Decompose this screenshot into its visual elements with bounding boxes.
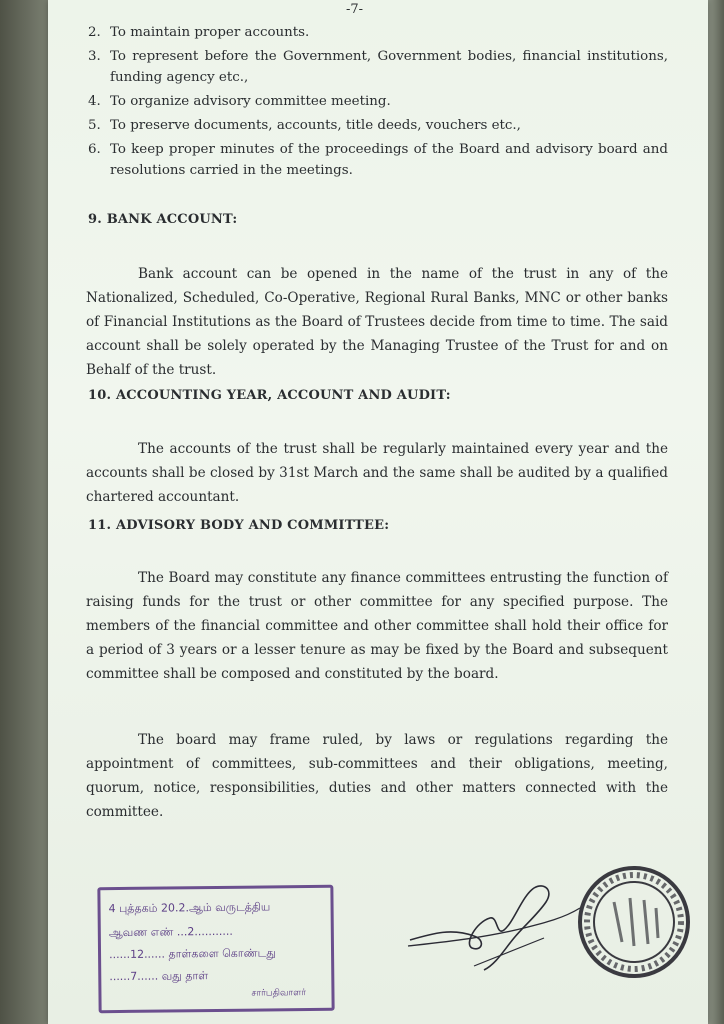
registration-stamp	[97, 885, 334, 1013]
duties-list	[88, 22, 668, 184]
list-text: To organize advisory committee meeting.	[110, 94, 391, 109]
bank-account-paragraph: Bank account can be opened in the name of the trust in any of the Nationalized, Scheduled, Co-Operative, Regional Rural Banks, MNC or other banks of Financial Institutions as the Board of Trustees decide from time to time. The said account shall be solely operated by the Managing Trustee of the Trust for and on Behalf of the trust.	[86, 266, 668, 378]
stamp-line-5: சார்பதிவாளர்	[251, 988, 307, 999]
list-number: 4.	[88, 94, 101, 109]
accounting-heading: 10. ACCOUNTING YEAR, ACCOUNT AND AUDIT:	[88, 388, 451, 403]
list-item	[88, 46, 668, 88]
official-seal	[574, 862, 694, 982]
signature-mark	[404, 878, 584, 978]
list-number: 2.	[88, 25, 101, 40]
list-item	[88, 115, 668, 136]
stamp-line-4: ......7...... வது தாள்	[109, 969, 209, 984]
page-number: -7-	[346, 2, 364, 17]
list-text: To maintain proper accounts.	[110, 25, 310, 40]
advisory-heading: 11. ADVISORY BODY AND COMMITTEE:	[88, 518, 390, 533]
list-item	[88, 139, 668, 181]
list-item	[88, 22, 668, 43]
advisory-paragraph-2: The board may frame ruled, by laws or regulations regarding the appointment of committees, sub-committees and their obligations, meeting, quorum, notice, responsibilities, duties and other matters connected with the committee.	[86, 732, 668, 820]
stamp-line-1: 4 புத்தகம் 20.2.ஆம் வருடத்திய	[108, 900, 271, 916]
list-item	[88, 91, 668, 112]
advisory-paragraph-1: The Board may constitute any finance committees entrusting the function of raising funds for the trust or other committee for any specified purpose. The members of the financial committee and other committee shall hold their office for a period of 3 years or a lesser tenure as may be fixed by the Board and subsequent committee shall be composed and constituted by the board.	[86, 570, 668, 682]
list-number: 6.	[88, 142, 101, 157]
background-right	[708, 0, 724, 1024]
bank-account-heading: 9. BANK ACCOUNT:	[88, 212, 238, 227]
list-text: To represent before the Government, Government bodies, financial institutions, funding agency etc.,	[110, 49, 668, 85]
stamp-line-3: ......12...... தாள்களை கொண்டது	[108, 946, 276, 962]
list-number: 3.	[88, 49, 101, 64]
list-text: To keep proper minutes of the proceedings of the Board and advisory board and resolutions carried in the meetings.	[110, 142, 668, 178]
list-text: To preserve documents, accounts, title deeds, vouchers etc.,	[110, 118, 521, 133]
stamp-line-2: ஆவண எண் ...2...........	[108, 924, 233, 940]
document-page	[48, 0, 708, 1024]
list-number: 5.	[88, 118, 101, 133]
accounting-paragraph: The accounts of the trust shall be regularly maintained every year and the accounts shall be closed by 31st March and the same shall be audited by a qualified chartered accountant.	[86, 441, 668, 505]
background-left	[0, 0, 48, 1024]
